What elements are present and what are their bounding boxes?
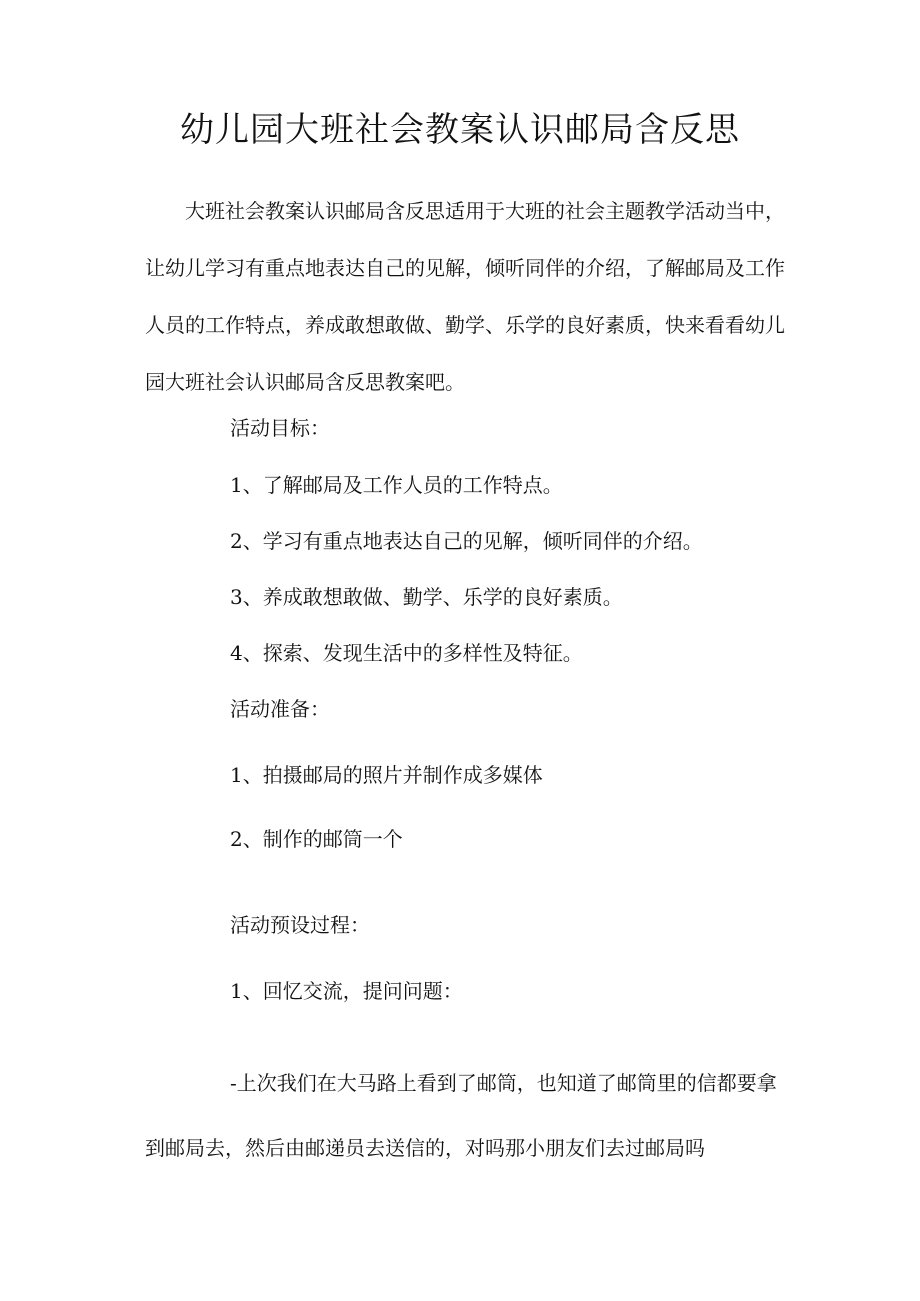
process-step-1: 1、回忆交流，提问问题： [230,979,463,1003]
goal-item-3: 3、养成敢想敢做、勤学、乐学的良好素质。 [230,585,623,609]
prep-item-1: 1、拍摄邮局的照片并制作成多媒体 [230,763,543,787]
document-title: 幼儿园大班社会教案认识邮局含反思 [180,110,740,150]
intro-paragraph: 大班社会教案认识邮局含反思适用于大班的社会主题教学活动当中，让幼儿学习有重点地表达自己的见解，倾听同伴的介绍，了解邮局及工作人员的工作特点，养成敢想敢做、勤学、乐学的良好素质，快来看看幼儿园大班社会认识邮局含反思教案吧。 [145,199,785,394]
process-heading: 活动预设过程： [230,913,370,937]
prep-item-2: 2、制作的邮筒一个 [230,827,403,851]
goal-item-4: 4、探索、发现生活中的多样性及特征。 [230,641,583,665]
prep-heading: 活动准备： [230,697,330,721]
goal-item-1: 1、了解邮局及工作人员的工作特点。 [230,473,563,497]
goals-heading: 活动目标： [230,416,330,440]
process-paragraph: -上次我们在大马路上看到了邮筒，也知道了邮筒里的信都要拿到邮局去，然后由邮递员去送信的，对吗那小朋友们去过邮局吗 [145,1071,777,1160]
goal-item-2: 2、学习有重点地表达自己的见解，倾听同伴的介绍。 [230,529,703,553]
